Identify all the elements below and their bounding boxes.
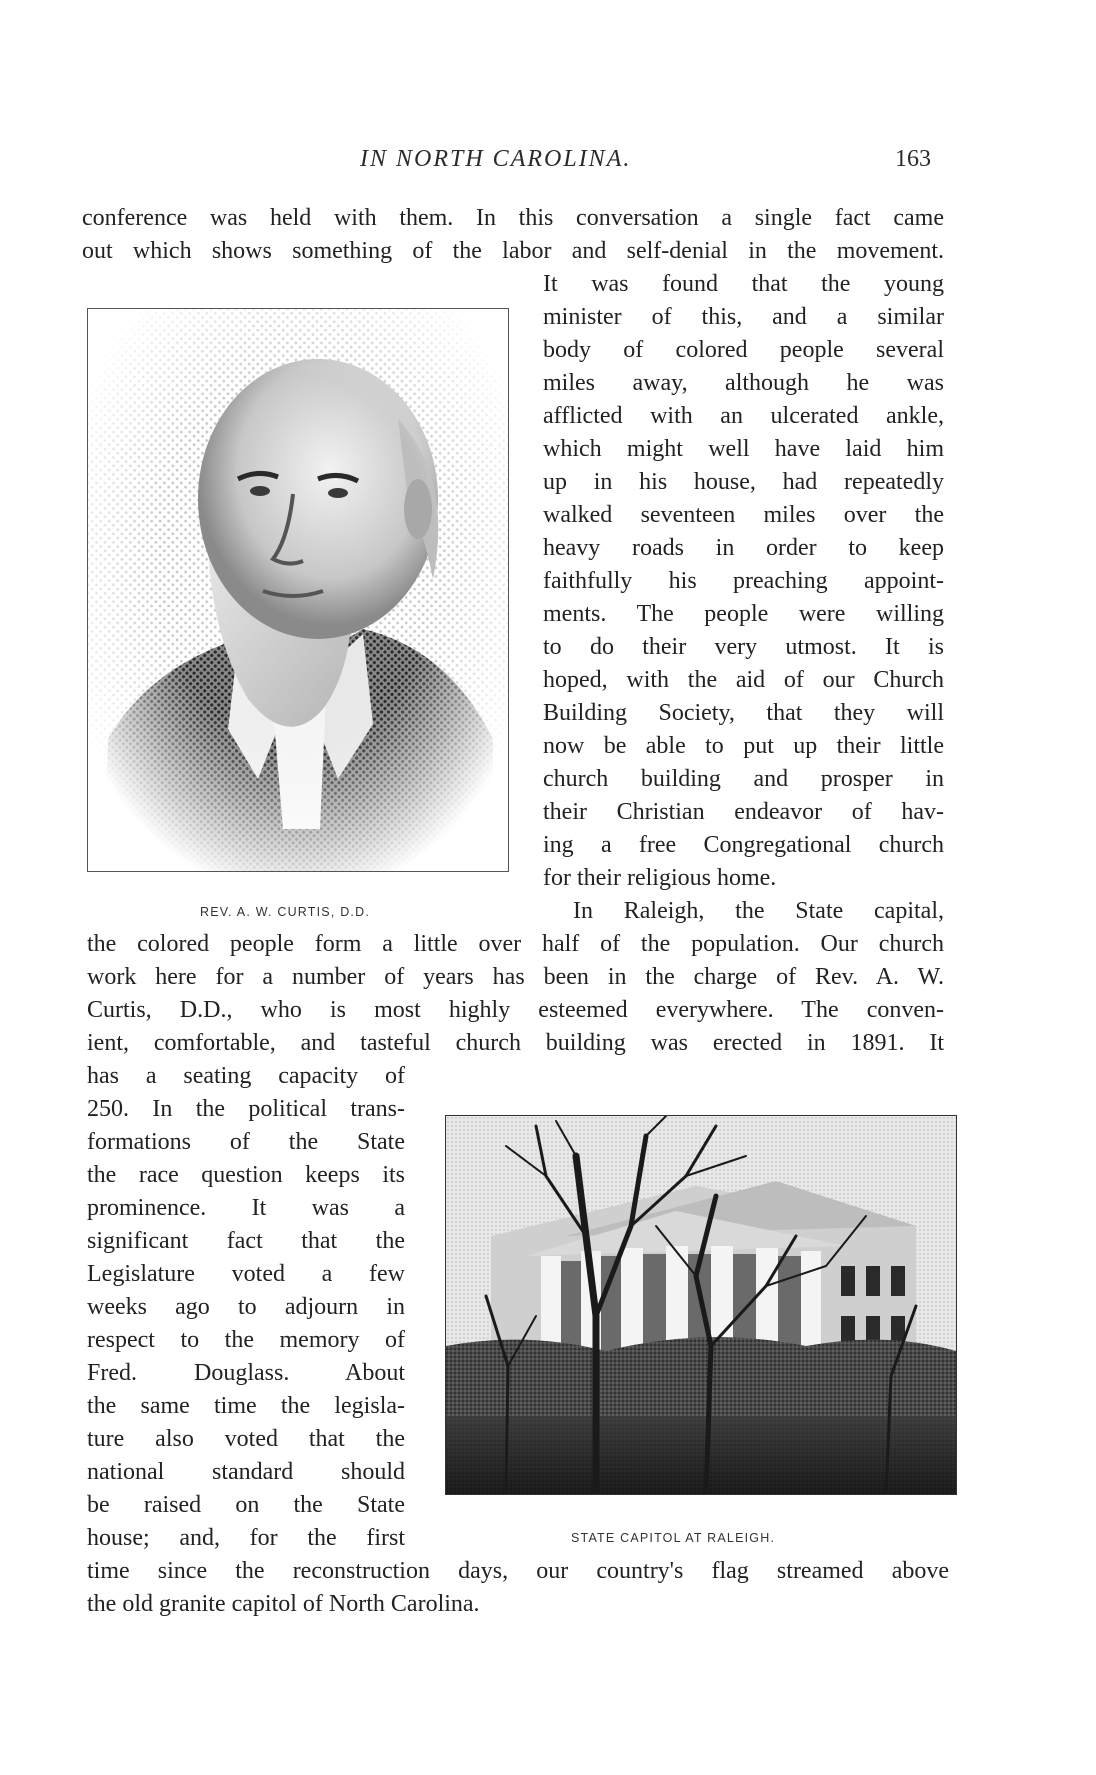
text-line: In Raleigh, the State capital, xyxy=(573,898,944,924)
text-line: Curtis, D.D., who is most highly esteemed everywhere. The conven- xyxy=(87,997,944,1023)
text-line: ture also voted that the xyxy=(87,1426,405,1452)
text-line: Legislature voted a few xyxy=(87,1261,405,1287)
text-line: faithfully his preaching appoint- xyxy=(543,568,944,594)
text-line: church building and prosper in xyxy=(543,766,944,792)
text-line: minister of this, and a similar xyxy=(543,304,944,330)
running-head: IN NORTH CAROLINA. xyxy=(360,146,632,172)
text-line: time since the reconstruction days, our country's flag streamed above xyxy=(87,1558,949,1584)
text-line: the colored people form a little over half of the population. Our church xyxy=(87,931,944,957)
text-line: Building Society, that they will xyxy=(543,700,944,726)
text-line: walked seventeen miles over the xyxy=(543,502,944,528)
text-line: weeks ago to adjourn in xyxy=(87,1294,405,1320)
text-line: prominence. It was a xyxy=(87,1195,405,1221)
text-line: It was found that the young xyxy=(543,271,944,297)
text-line: their Christian endeavor of hav- xyxy=(543,799,944,825)
text-line: respect to the memory of xyxy=(87,1327,405,1353)
text-line: ments. The people were willing xyxy=(543,601,944,627)
text-line: up in his house, had repeatedly xyxy=(543,469,944,495)
text-line: house; and, for the first xyxy=(87,1525,405,1551)
text-line: which might well have laid him xyxy=(543,436,944,462)
text-line: ing a free Congregational church xyxy=(543,832,944,858)
text-line: the old granite capitol of North Carolina. xyxy=(87,1591,480,1617)
text-line: Fred. Douglass. About xyxy=(87,1360,405,1386)
capitol-caption: STATE CAPITOL AT RALEIGH. xyxy=(571,1531,776,1545)
text-line: for their religious home. xyxy=(543,865,777,891)
text-line: 250. In the political trans- xyxy=(87,1096,405,1122)
portrait-illustration xyxy=(88,309,508,871)
text-line: miles away, although he was xyxy=(543,370,944,396)
portrait-caption: REV. A. W. CURTIS, D.D. xyxy=(200,905,370,919)
text-line: be raised on the State xyxy=(87,1492,405,1518)
text-line: significant fact that the xyxy=(87,1228,405,1254)
text-line: formations of the State xyxy=(87,1129,405,1155)
text-line: national standard should xyxy=(87,1459,405,1485)
portrait-image xyxy=(87,308,509,872)
text-line: the same time the legisla- xyxy=(87,1393,405,1419)
capitol-illustration xyxy=(446,1116,956,1494)
text-line: ient, comfortable, and tasteful church building was erected in 1891. It xyxy=(87,1030,944,1056)
text-line: conference was held with them. In this conversation a single fact came xyxy=(82,205,944,231)
page-number: 163 xyxy=(895,146,931,172)
text-line: heavy roads in order to keep xyxy=(543,535,944,561)
text-line: body of colored people several xyxy=(543,337,944,363)
text-line: work here for a number of years has been in the charge of Rev. A. W. xyxy=(87,964,944,990)
text-line: afflicted with an ulcerated ankle, xyxy=(543,403,944,429)
text-line: to do their very utmost. It is xyxy=(543,634,944,660)
text-line: now be able to put up their little xyxy=(543,733,944,759)
text-line: out which shows something of the labor and self-denial in the movement. xyxy=(82,238,944,264)
capitol-image xyxy=(445,1115,957,1495)
text-line: the race question keeps its xyxy=(87,1162,405,1188)
text-line: has a seating capacity of xyxy=(87,1063,405,1089)
text-line: hoped, with the aid of our Church xyxy=(543,667,944,693)
